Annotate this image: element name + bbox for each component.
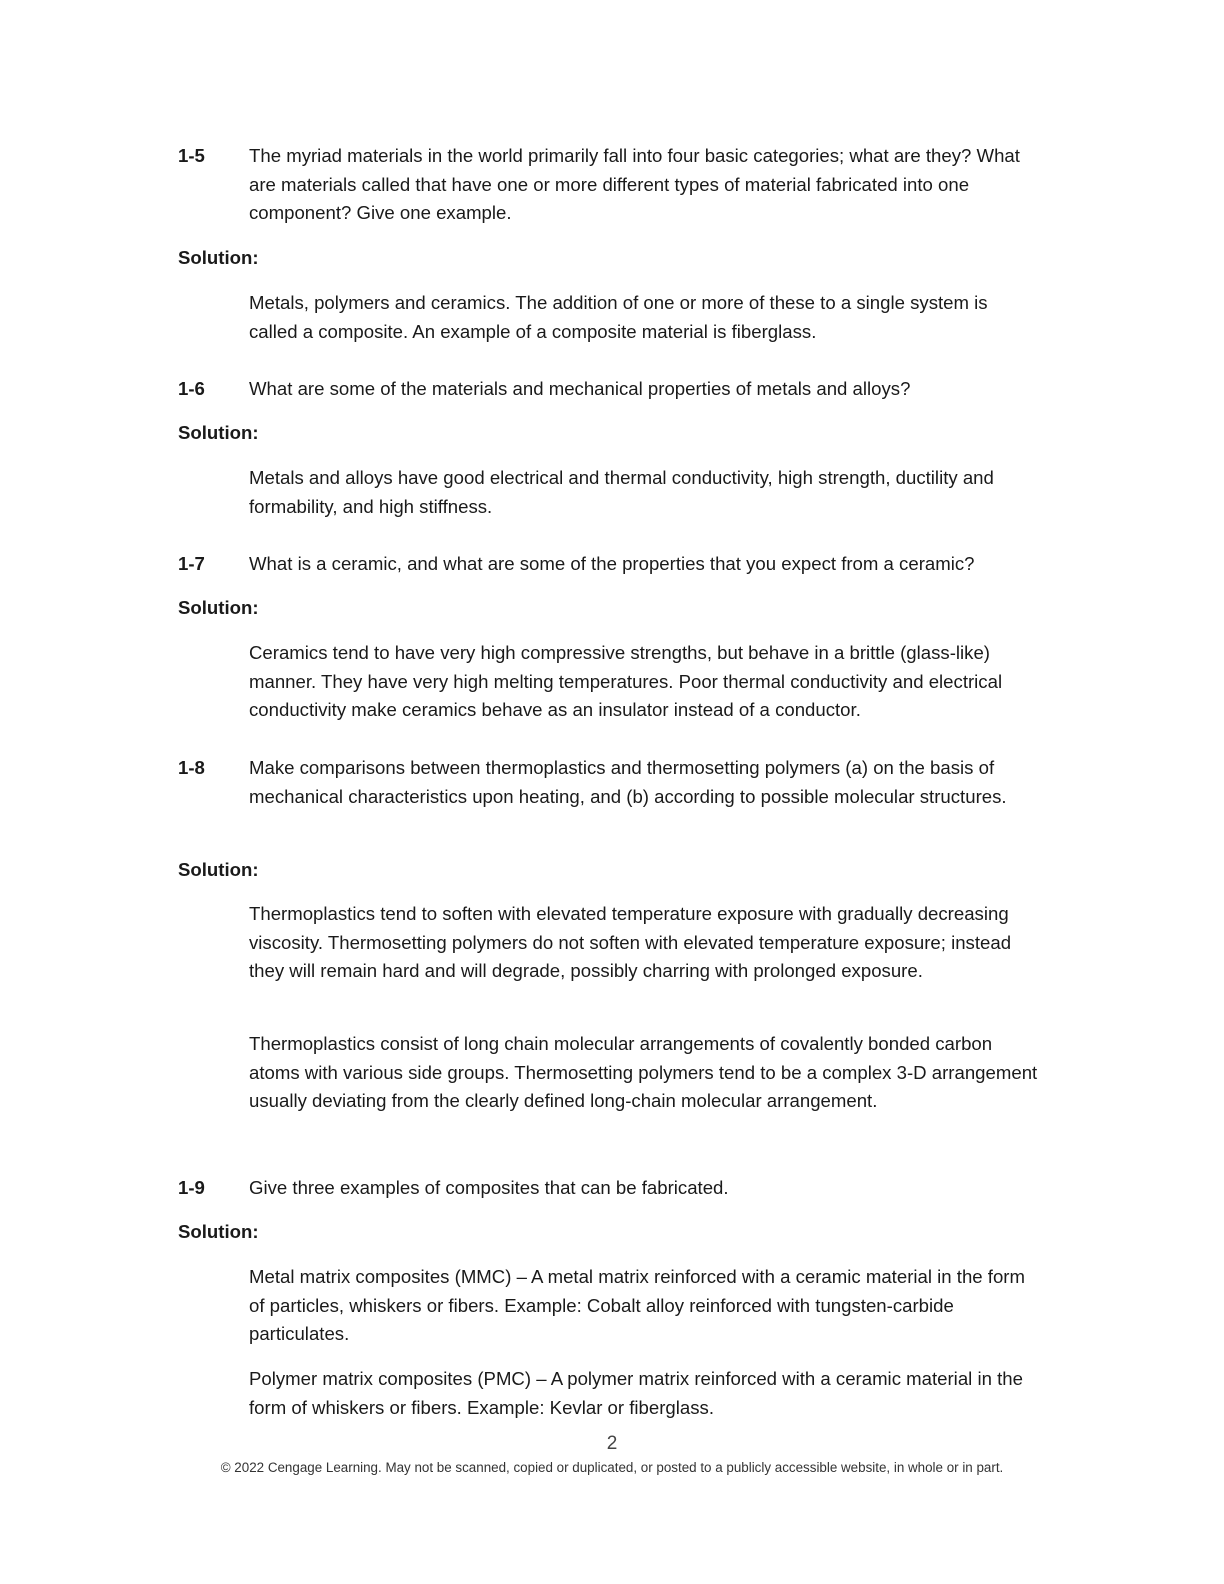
question-number: 1-9 [178,1177,205,1198]
solution-text: Thermoplastics tend to soften with elevated temperature exposure with gradually decreasing viscosity. Thermosetting polymers do not soften with elevated temperature exposure; instead they will remain hard and will degrade, possibly charring with prolonged exposure. [249,903,1012,982]
copyright-footer: © 2022 Cengage Learning. May not be scanned, copied or duplicated, or posted to a publicly accessible website, in whole or in part. [220,1460,1004,1475]
page-number: 2 [606,1433,618,1454]
solution-text: Metals, polymers and ceramics. The addition of one or more of these to a single system is called a composite. An example of a composite material is fiberglass. [249,292,988,342]
question-text: What are some of the materials and mechanical properties of metals and alloys? [249,378,911,399]
solution-text: Polymer matrix composites (PMC) – A polymer matrix reinforced with a ceramic material in the form of whiskers or fibers. Example: Kevlar or fiberglass. [249,1368,1023,1418]
solution-label: Solution: [178,597,259,618]
solution-text: Ceramics tend to have very high compressive strengths, but behave in a brittle (glass-like) manner. They have very high melting temperatures. Poor thermal conductivity and electrical conductivity make ceramics behave as an insulator instead of a conductor. [249,642,1003,721]
question-text: The myriad materials in the world primarily fall into four basic categories; what are they? What are materials called that have one or more different types of material fabricated into one component? Give one example. [249,145,1020,224]
solution-text: Metal matrix composites (MMC) – A metal matrix reinforced with a ceramic material in the form of particles, whiskers or fibers. Example: Cobalt alloy reinforced with tungsten-carbide particulates. [249,1266,1025,1345]
solution-text: Thermoplastics consist of long chain molecular arrangements of covalently bonded carbon atoms with various side groups. Thermosetting polymers tend to be a complex 3-D arrangement usually deviating from the clearly defined long-chain molecular arrangement. [249,1033,1038,1112]
question-text: What is a ceramic, and what are some of the properties that you expect from a ceramic? [249,553,975,574]
solution-label: Solution: [178,859,259,880]
question-text: Give three examples of composites that can be fabricated. [249,1177,729,1198]
question-number: 1-5 [178,145,205,166]
solution-text: Metals and alloys have good electrical and thermal conductivity, high strength, ductility and formability, and high stiffness. [249,467,994,517]
solution-label: Solution: [178,247,259,268]
question-number: 1-6 [178,378,205,399]
solution-label: Solution: [178,1221,259,1242]
solution-label: Solution: [178,422,259,443]
question-number: 1-8 [178,757,205,778]
question-number: 1-7 [178,553,205,574]
question-text: Make comparisons between thermoplastics and thermosetting polymers (a) on the basis of mechanical characteristics upon heating, and (b) according to possible molecular structures. [249,757,1007,807]
